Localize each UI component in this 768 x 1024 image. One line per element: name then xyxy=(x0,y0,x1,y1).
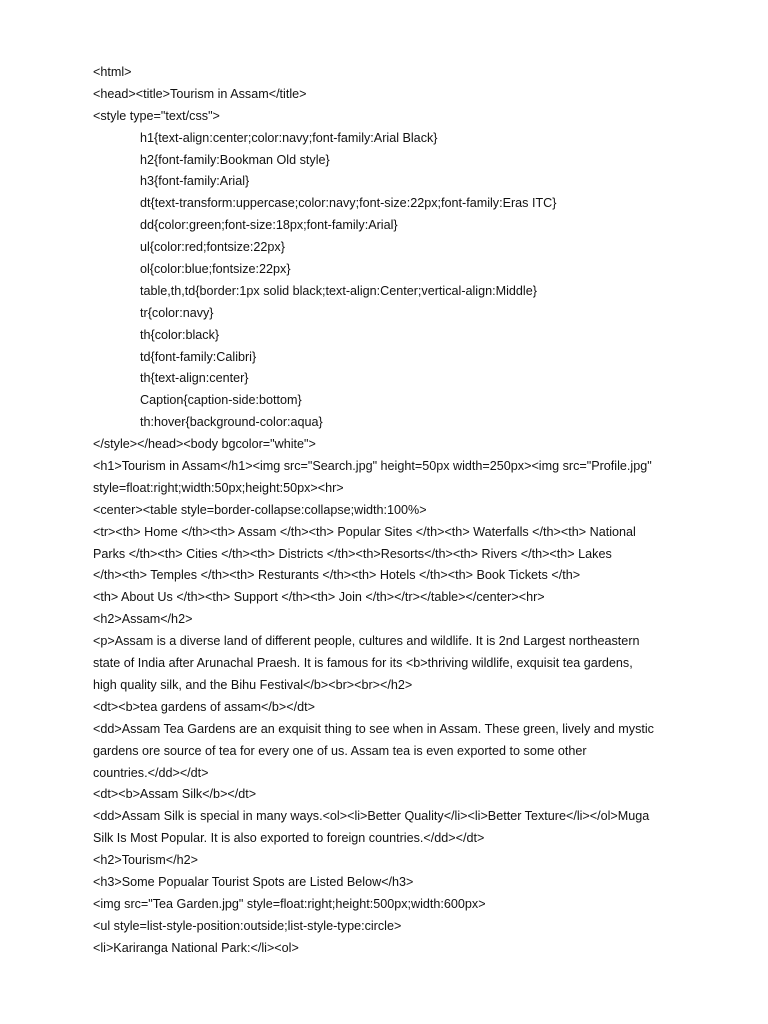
code-line: h3{font-family:Arial} xyxy=(140,174,250,189)
code-line: table,th,td{border:1px solid black;text-align:Center;vertical-align:Middle} xyxy=(140,283,537,298)
code-line: h2{font-family:Bookman Old style} xyxy=(140,152,330,167)
code-line: high quality silk, and the Bihu Festival</b><br><br></h2> xyxy=(93,677,413,692)
code-line: <th> About Us </th><th> Support </th><th> Join </th></tr></table></center><hr> xyxy=(93,590,545,605)
code-line: style=float:right;width:50px;height:50px><hr> xyxy=(93,480,344,495)
code-line: <h3>Some Popualar Tourist Spots are Listed Below</h3> xyxy=(93,874,414,889)
code-line: dt{text-transform:uppercase;color:navy;font-size:22px;font-family:Eras ITC} xyxy=(140,196,557,211)
code-line: Parks </th><th> Cities </th><th> Districts </th><th>Resorts</th><th> Rivers </th><th> Lakes xyxy=(93,546,612,561)
code-line: th{text-align:center} xyxy=(140,371,249,386)
code-line: </th><th> Temples </th><th> Resturants </th><th> Hotels </th><th> Book Tickets </th> xyxy=(93,568,581,583)
code-line: <img src="Tea Garden.jpg" style=float:right;height:500px;width:600px> xyxy=(93,896,486,911)
code-line: tr{color:navy} xyxy=(140,305,214,320)
code-line: th{color:black} xyxy=(140,327,220,342)
code-line: countries.</dd></dt> xyxy=(93,765,209,780)
code-line: ol{color:blue;fontsize:22px} xyxy=(140,262,291,277)
code-line: <head><title>Tourism in Assam</title> xyxy=(93,86,307,101)
code-line: <dt><b>Assam Silk</b></dt> xyxy=(93,787,257,802)
code-line: Silk Is Most Popular. It is also exported to foreign countries.</dd></dt> xyxy=(93,831,485,846)
code-line: </style></head><body bgcolor="white"> xyxy=(93,437,316,452)
code-line: <ul style=list-style-position:outside;list-style-type:circle> xyxy=(93,918,402,933)
code-line: <p>Assam is a diverse land of different people, cultures and wildlife. It is 2nd Largest northeastern xyxy=(93,634,640,649)
code-line: <li>Kariranga National Park:</li><ol> xyxy=(93,940,299,955)
code-line: <html> xyxy=(93,65,132,79)
code-line: <dt><b>tea gardens of assam</b></dt> xyxy=(93,699,315,714)
code-line: <dd>Assam Tea Gardens are an exquisit thing to see when in Assam. These green, lively and mystic xyxy=(93,721,654,736)
code-line: gardens ore source of tea for every one of us. Assam tea is even exported to some other xyxy=(93,743,587,758)
code-line: <tr><th> Home </th><th> Assam </th><th> Popular Sites </th><th> Waterfalls </th><th> National xyxy=(93,524,636,539)
code-line: dd{color:green;font-size:18px;font-family:Arial} xyxy=(140,218,398,233)
code-line: <style type="text/css"> xyxy=(93,108,220,123)
code-line: <h2>Tourism</h2> xyxy=(93,853,199,868)
code-line: td{font-family:Calibri} xyxy=(140,349,257,364)
code-line: th:hover{background-color:aqua} xyxy=(140,415,323,430)
code-line: state of India after Arunachal Praesh. It is famous for its <b>thriving wildlife, exquisit tea gardens, xyxy=(93,656,633,671)
code-line: <center><table style=border-collapse:collapse;width:100%> xyxy=(93,502,427,517)
html-source-listing xyxy=(93,62,683,960)
code-line: ul{color:red;fontsize:22px} xyxy=(140,240,285,255)
code-line: <h1>Tourism in Assam</h1><img src="Search.jpg" height=50px width=250px><img src="Profile.jpg" xyxy=(93,459,652,474)
code-line: <h2>Assam</h2> xyxy=(93,612,193,627)
code-line: h1{text-align:center;color:navy;font-family:Arial Black} xyxy=(140,130,438,145)
code-line: <dd>Assam Silk is special in many ways.<ol><li>Better Quality</li><li>Better Texture</li></ol>Muga xyxy=(93,809,650,824)
code-line: Caption{caption-side:bottom} xyxy=(140,393,302,408)
